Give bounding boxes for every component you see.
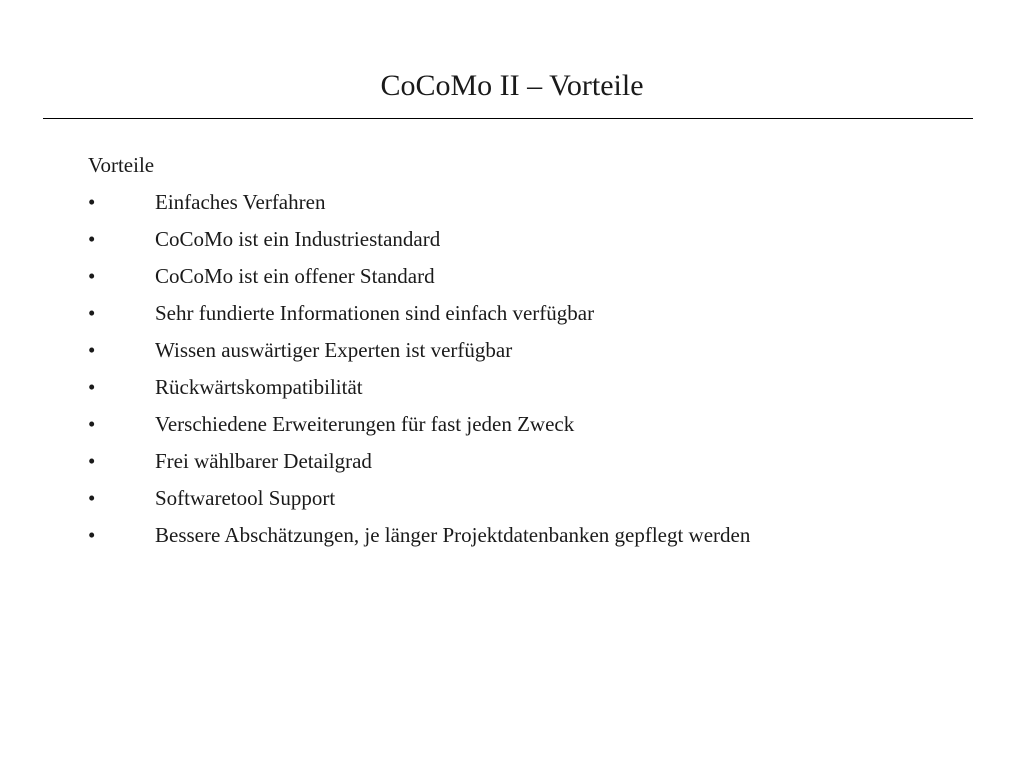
bullet-icon: •	[88, 227, 96, 251]
bullet-text: Sehr fundierte Informationen sind einfach verfügbar	[155, 301, 595, 325]
bullet-text: Einfaches Verfahren	[155, 190, 326, 214]
bullet-text: CoCoMo ist ein Industriestandard	[155, 227, 441, 251]
bullet-text: Verschiedene Erweiterungen für fast jeden Zweck	[155, 412, 575, 436]
bullet-item	[88, 261, 988, 291]
bullet-icon: •	[88, 449, 96, 473]
bullet-text: CoCoMo ist ein offener Standard	[155, 264, 435, 288]
bullet-item	[88, 372, 988, 402]
bullet-item	[88, 298, 988, 328]
bullet-icon: •	[88, 523, 96, 547]
bullet-text: Frei wählbarer Detailgrad	[155, 449, 372, 473]
bullet-item	[88, 520, 988, 550]
slide-title: CoCoMo II – Vorteile	[380, 69, 644, 102]
bullet-icon: •	[88, 301, 96, 325]
bullet-icon: •	[88, 486, 96, 510]
bullet-item	[88, 483, 988, 513]
bullet-item	[88, 335, 988, 365]
bullet-icon: •	[88, 375, 96, 399]
section-heading: Vorteile	[88, 153, 155, 177]
bullet-text: Softwaretool Support	[155, 486, 336, 510]
bullet-item	[88, 446, 988, 476]
bullet-icon: •	[88, 338, 96, 362]
bullet-item	[88, 187, 988, 217]
bullet-icon: •	[88, 264, 96, 288]
bullet-item	[88, 409, 988, 439]
bullet-icon: •	[88, 190, 96, 214]
bullet-item	[88, 224, 988, 254]
bullet-icon: •	[88, 412, 96, 436]
title-divider	[43, 118, 973, 119]
bullet-list	[88, 187, 988, 550]
slide-body	[88, 150, 988, 557]
bullet-text: Wissen auswärtiger Experten ist verfügbar	[155, 338, 513, 362]
bullet-text: Rückwärtskompatibilität	[155, 375, 363, 399]
bullet-text: Bessere Abschätzungen, je länger Projektdatenbanken gepflegt werden	[155, 523, 751, 547]
